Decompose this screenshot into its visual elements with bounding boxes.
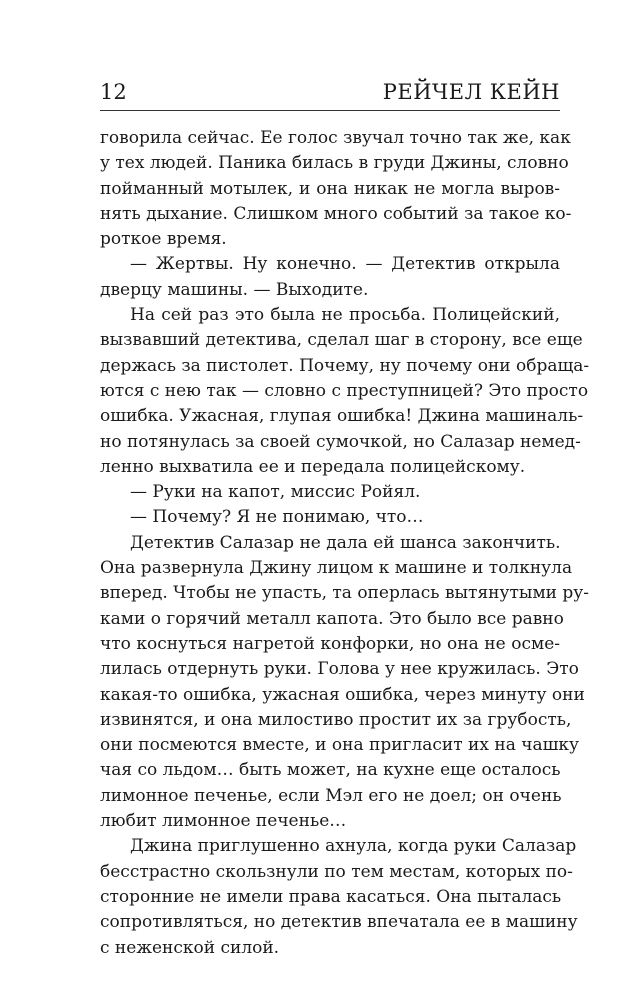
text-line: вызвавший детектива, сделал шаг в сторону, все еще	[100, 330, 583, 351]
text-line: лимонное печенье, если Мэл его не доел; он очень	[100, 785, 562, 806]
text-line: Она развернула Джину лицом к машине и толкнула	[100, 558, 573, 579]
text-line: сопротивляться, но детектив впечатала ее в машину	[100, 912, 578, 933]
text-line: бесстрастно скользнули по тем местам, которых по-	[100, 861, 573, 882]
text-line: держась за пистолет. Почему, ну почему они обраща-	[100, 355, 590, 376]
text-line: пойманный мотылек, и она никак не могла выров-	[100, 178, 560, 199]
text-line: извинятся, и она милостиво простит их за грубость,	[100, 709, 572, 730]
text-line: роткое время.	[100, 229, 227, 250]
paragraph	[100, 834, 578, 960]
body-text	[100, 126, 590, 961]
text-line: что коснуться нагретой конфорки, но она не осме-	[100, 633, 560, 654]
text-line: какая-то ошибка, ужасная ошибка, через минуту они	[100, 684, 585, 705]
running-title: РЕЙЧЕЛ КЕЙН	[382, 80, 560, 104]
text-line: чая со льдом… быть может, на кухне еще осталось	[100, 760, 561, 781]
text-line: с неженской силой.	[100, 937, 280, 958]
paragraph	[100, 303, 590, 480]
paragraph	[100, 252, 560, 303]
text-line: ошибка. Ужасная, глупая ошибка! Джина машиналь-	[100, 406, 584, 427]
text-line: вперед. Чтобы не упасть, та оперлась вытянутыми ру-	[100, 583, 590, 604]
text-line: — Жертвы. Ну конечно. — Детектив открыла	[130, 254, 560, 275]
text-line: Джина приглушенно ахнула, когда руки Салазар	[130, 836, 577, 857]
text-line: лилась отдернуть руки. Голова у нее кружилась. Это	[100, 659, 579, 680]
text-line: сторонние не имели права касаться. Она пыталась	[100, 886, 562, 907]
text-line: ются с нею так — словно с преступницей? Это просто	[100, 380, 589, 401]
text-line: — Руки на капот, миссис Ройял.	[130, 482, 421, 503]
page-header	[100, 78, 560, 111]
text-line: у тех людей. Паника билась в груди Джины, словно	[100, 153, 569, 174]
text-line: говорила сейчас. Ее голос звучал точно так же, как	[100, 128, 571, 148]
text-line: дверцу машины. — Выходите.	[100, 279, 369, 300]
text-line: ленно выхватила ее и передала полицейскому.	[100, 456, 526, 477]
text-line: На сей раз это была не просьба. Полицейский,	[130, 305, 560, 326]
text-line: но потянулась за своей сумочкой, но Салазар немед-	[100, 431, 581, 452]
text-line: Детектив Салазар не дала ей шанса закончить.	[130, 532, 561, 553]
paragraph	[100, 126, 572, 252]
text-line: любит лимонное печенье…	[100, 811, 347, 832]
text-line: ками о горячий металл капота. Это было все равно	[100, 608, 564, 629]
paragraph	[100, 480, 560, 505]
page-number: 12	[100, 80, 127, 104]
text-line: они посмеются вместе, и она пригласит их на чашку	[100, 735, 580, 756]
text-line: нять дыхание. Слишком много событий за такое ко-	[100, 203, 572, 224]
paragraph	[100, 531, 590, 835]
text-line: — Почему? Я не понимаю, что…	[130, 507, 424, 528]
paragraph	[100, 505, 560, 530]
